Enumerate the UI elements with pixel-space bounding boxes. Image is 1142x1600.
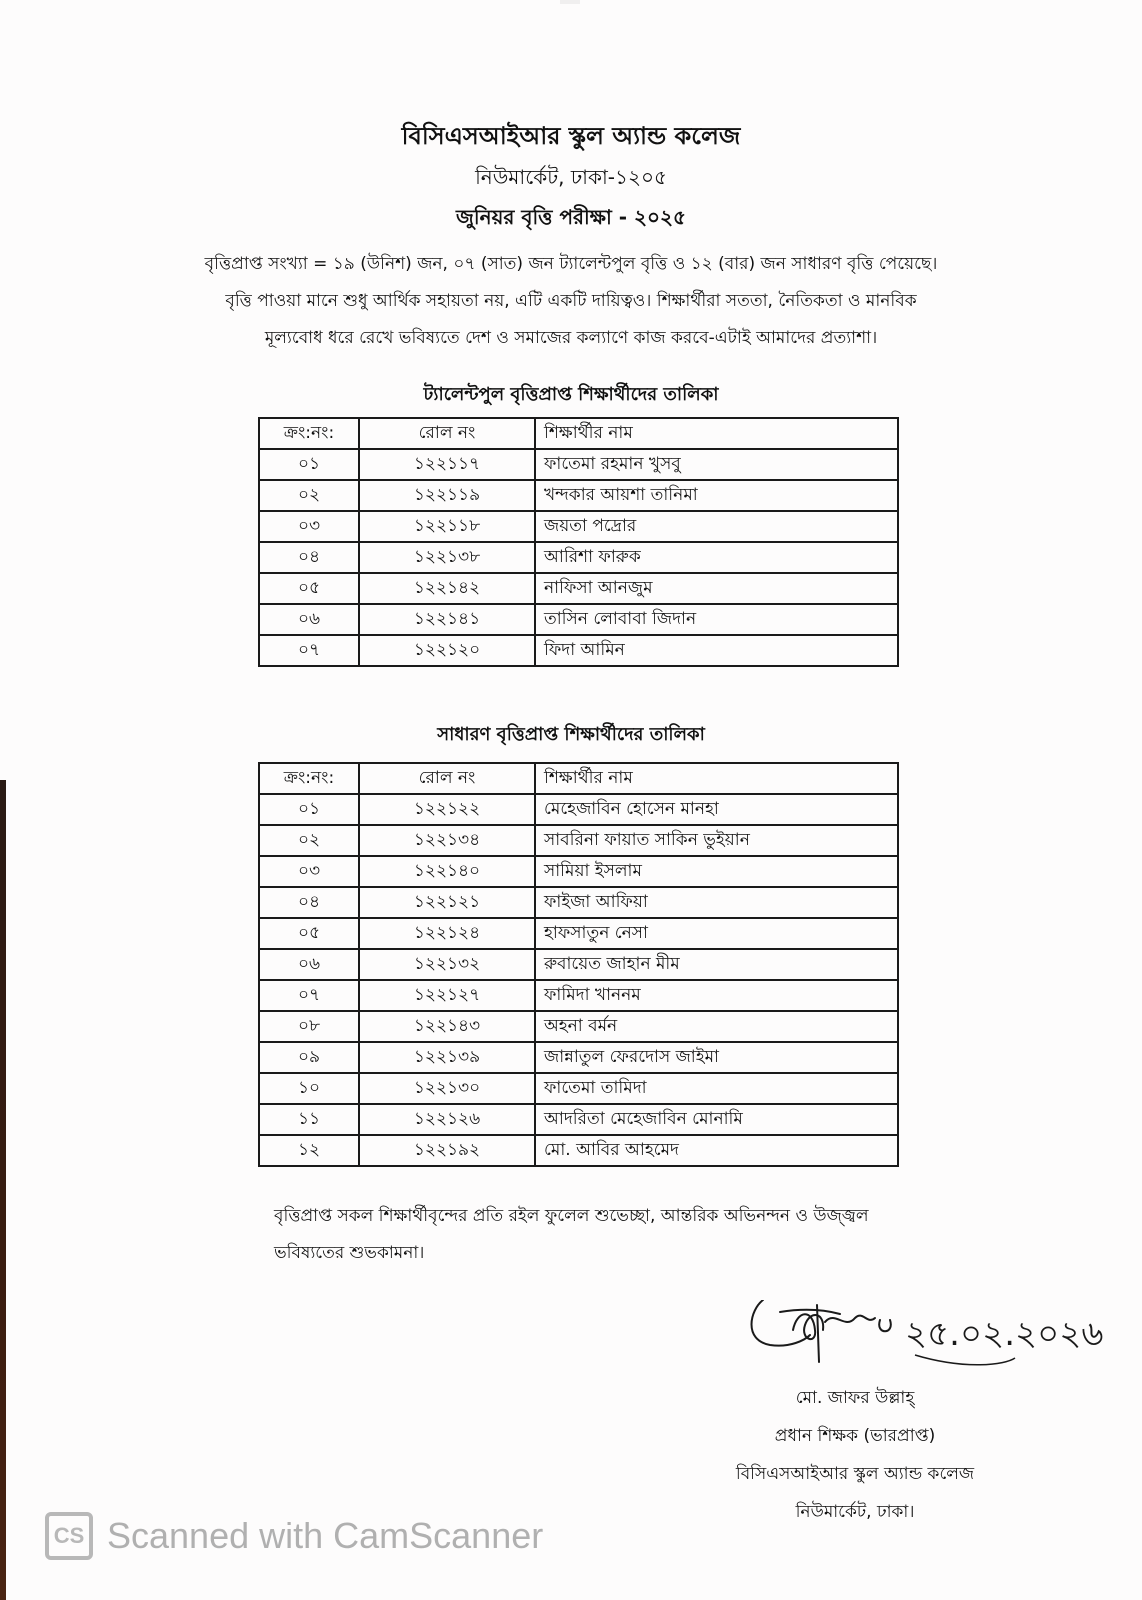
serial-cell: ০৭ — [259, 980, 359, 1011]
serial-cell: ০২ — [259, 825, 359, 856]
table-row — [259, 511, 898, 542]
signature-stroke — [825, 1316, 875, 1322]
roll-cell: ১২২১১৭ — [359, 449, 535, 480]
general-section-title: সাধারণ বৃত্তিপ্রাপ্ত শিক্ষার্থীদের তালিকা — [437, 724, 705, 745]
name-cell: ফাতেমা রহমান খুসবু — [535, 449, 898, 480]
signatory-designation: প্রধান শিক্ষক (ভারপ্রাপ্ত) — [774, 1426, 936, 1446]
closing-message — [274, 1198, 994, 1272]
name-cell: সাবরিনা ফায়াত সাকিন ভুইয়ান — [535, 825, 898, 856]
roll-cell: ১২২১৪০ — [359, 856, 535, 887]
serial-cell: ০৮ — [259, 1011, 359, 1042]
roll-cell: ১২২১৩২ — [359, 949, 535, 980]
handwritten-date: ২৫.০২.২০২৬ — [905, 1314, 1104, 1354]
name-cell: মেহেজাবিন হোসেন মানহা — [535, 794, 898, 825]
serial-cell: ০৩ — [259, 856, 359, 887]
closing-line: ভবিষ্যতের শুভকামনা। — [274, 1243, 425, 1263]
table-row — [259, 918, 898, 949]
serial-cell: ০৪ — [259, 887, 359, 918]
signature-stroke — [752, 1300, 811, 1346]
serial-cell: ০৭ — [259, 635, 359, 666]
talentpool-section-title: ট্যালেন্টপুল বৃত্তিপ্রাপ্ত শিক্ষার্থীদের তালিকা — [423, 384, 719, 405]
serial-cell: ০১ — [259, 449, 359, 480]
table-row — [259, 542, 898, 573]
serial-cell: ০৪ — [259, 542, 359, 573]
table-row — [259, 604, 898, 635]
roll-cell: ১২২১৪২ — [359, 573, 535, 604]
roll-cell: ১২২১৪১ — [359, 604, 535, 635]
serial-cell: ১২ — [259, 1135, 359, 1166]
table-row — [259, 794, 898, 825]
name-cell: অহনা বর্মন — [535, 1011, 898, 1042]
roll-cell: ১২২১২১ — [359, 887, 535, 918]
roll-cell: ১২২১৪৩ — [359, 1011, 535, 1042]
table-row — [259, 449, 898, 480]
table-row — [259, 480, 898, 511]
intro-line: বৃত্তিপ্রাপ্ত সংখ্যা = ১৯ (উনিশ) জন, ০৭ (সাত) জন ট্যালেন্টপুল বৃত্তি ও ১২ (বার) জন সাধারণ বৃত্তি পেয়েছে। — [204, 254, 938, 274]
roll-cell: ১২২১৩০ — [359, 1073, 535, 1104]
roll-cell: ১২২১৩৮ — [359, 542, 535, 573]
serial-cell: ০১ — [259, 794, 359, 825]
name-cell: সামিয়া ইসলাম — [535, 856, 898, 887]
table-header-row — [259, 418, 898, 449]
table-row — [259, 1042, 898, 1073]
roll-cell: ১২২১২৭ — [359, 980, 535, 1011]
serial-cell: ০৫ — [259, 573, 359, 604]
table-row — [259, 825, 898, 856]
camscanner-watermark — [45, 1512, 543, 1560]
table-row — [259, 1104, 898, 1135]
roll-cell: ১২২১৩৯ — [359, 1042, 535, 1073]
closing-line: বৃত্তিপ্রাপ্ত সকল শিক্ষার্থীবৃন্দের প্রতি রইল ফুলেল শুভেচ্ছা, আন্তরিক অভিনন্দন ও উজ্জ্বল — [274, 1206, 869, 1226]
name-cell: আদরিতা মেহেজাবিন মোনামি — [535, 1104, 898, 1135]
serial-cell: ০৬ — [259, 949, 359, 980]
name-cell: মো. আবির আহমেদ — [535, 1135, 898, 1166]
column-header-serial: ক্রং:নং: — [259, 763, 359, 794]
table-row — [259, 1073, 898, 1104]
intro-line: মূল্যবোধ ধরে রেখে ভবিষ্যতে দেশ ও সমাজের কল্যাণে কাজ করবে-এটাই আমাদের প্রত্যাশা। — [264, 328, 878, 348]
table-row — [259, 980, 898, 1011]
signatory-institution: বিসিএসআইআর স্কুল অ্যান্ড কলেজ — [735, 1464, 975, 1484]
name-cell: জান্নাতুল ফেরদোস জাইমা — [535, 1042, 898, 1073]
table-row — [259, 635, 898, 666]
signature-stroke — [817, 1305, 819, 1362]
intro-paragraph — [130, 246, 1012, 357]
name-cell: ফাইজা আফিয়া — [535, 887, 898, 918]
table-row — [259, 887, 898, 918]
name-cell: আরিশা ফারুক — [535, 542, 898, 573]
table-row — [259, 1011, 898, 1042]
signature-underline — [915, 1355, 1015, 1365]
column-header-roll: রোল নং — [359, 763, 535, 794]
signature-stroke — [780, 1310, 840, 1314]
intro-line: বৃত্তি পাওয়া মানে শুধু আর্থিক সহায়তা নয়, এটি একটি দায়িত্বও। শিক্ষার্থীরা সততা, নৈতিকতা ও মানবিক — [225, 291, 917, 311]
serial-cell: ০৫ — [259, 918, 359, 949]
serial-cell: ০৯ — [259, 1042, 359, 1073]
name-cell: ফাতেমা তামিদা — [535, 1073, 898, 1104]
camscanner-logo-icon: CS — [45, 1512, 93, 1560]
serial-cell: ০২ — [259, 480, 359, 511]
serial-cell: ১০ — [259, 1073, 359, 1104]
exam-title: জুনিয়র বৃত্তি পরীক্ষা - ২০২৫ — [456, 205, 686, 229]
name-cell: নাফিসা আনজুম — [535, 573, 898, 604]
roll-cell: ১২২১২০ — [359, 635, 535, 666]
roll-cell: ১২২১৯২ — [359, 1135, 535, 1166]
scan-edge-shadow — [0, 780, 6, 1600]
column-header-roll: রোল নং — [359, 418, 535, 449]
name-cell: রুবায়েত জাহান মীম — [535, 949, 898, 980]
name-cell: তাসিন লোবাবা জিদান — [535, 604, 898, 635]
roll-cell: ১২২১১৯ — [359, 480, 535, 511]
serial-cell: ০৬ — [259, 604, 359, 635]
roll-cell: ১২২১৩৪ — [359, 825, 535, 856]
serial-cell: ১১ — [259, 1104, 359, 1135]
institution-address: নিউমার্কেট, ঢাকা-১২০৫ — [475, 165, 667, 189]
table-row — [259, 949, 898, 980]
name-cell: ফিদা আমিন — [535, 635, 898, 666]
column-header-name: শিক্ষার্থীর নাম — [535, 763, 898, 794]
roll-cell: ১২২১২২ — [359, 794, 535, 825]
serial-cell: ০৩ — [259, 511, 359, 542]
scan-artifact — [560, 0, 580, 4]
name-cell: হাফসাতুন নেসা — [535, 918, 898, 949]
signature-stroke — [879, 1320, 891, 1331]
column-header-serial: ক্রং:নং: — [259, 418, 359, 449]
name-cell: খন্দকার আয়শা তানিমা — [535, 480, 898, 511]
signatory-name: মো. জাফর উল্লাহ্ — [795, 1388, 915, 1408]
roll-cell: ১২২১২৪ — [359, 918, 535, 949]
name-cell: জয়তা পদ্রোর — [535, 511, 898, 542]
roll-cell: ১২২১২৬ — [359, 1104, 535, 1135]
roll-cell: ১২২১১৮ — [359, 511, 535, 542]
table-row — [259, 1135, 898, 1166]
table-row — [259, 856, 898, 887]
camscanner-text: Scanned with CamScanner — [107, 1515, 544, 1556]
handwritten-signature-and-date — [745, 1300, 1142, 1385]
name-cell: ফামিদা খাননম — [535, 980, 898, 1011]
signatory-location: নিউমার্কেট, ঢাকা। — [795, 1502, 915, 1522]
column-header-name: শিক্ষার্থীর নাম — [535, 418, 898, 449]
general-table — [258, 762, 899, 1167]
institution-title: বিসিএসআইআর স্কুল অ্যান্ড কলেজ — [401, 122, 741, 150]
table-header-row — [259, 763, 898, 794]
table-row — [259, 573, 898, 604]
talentpool-table — [258, 417, 899, 667]
